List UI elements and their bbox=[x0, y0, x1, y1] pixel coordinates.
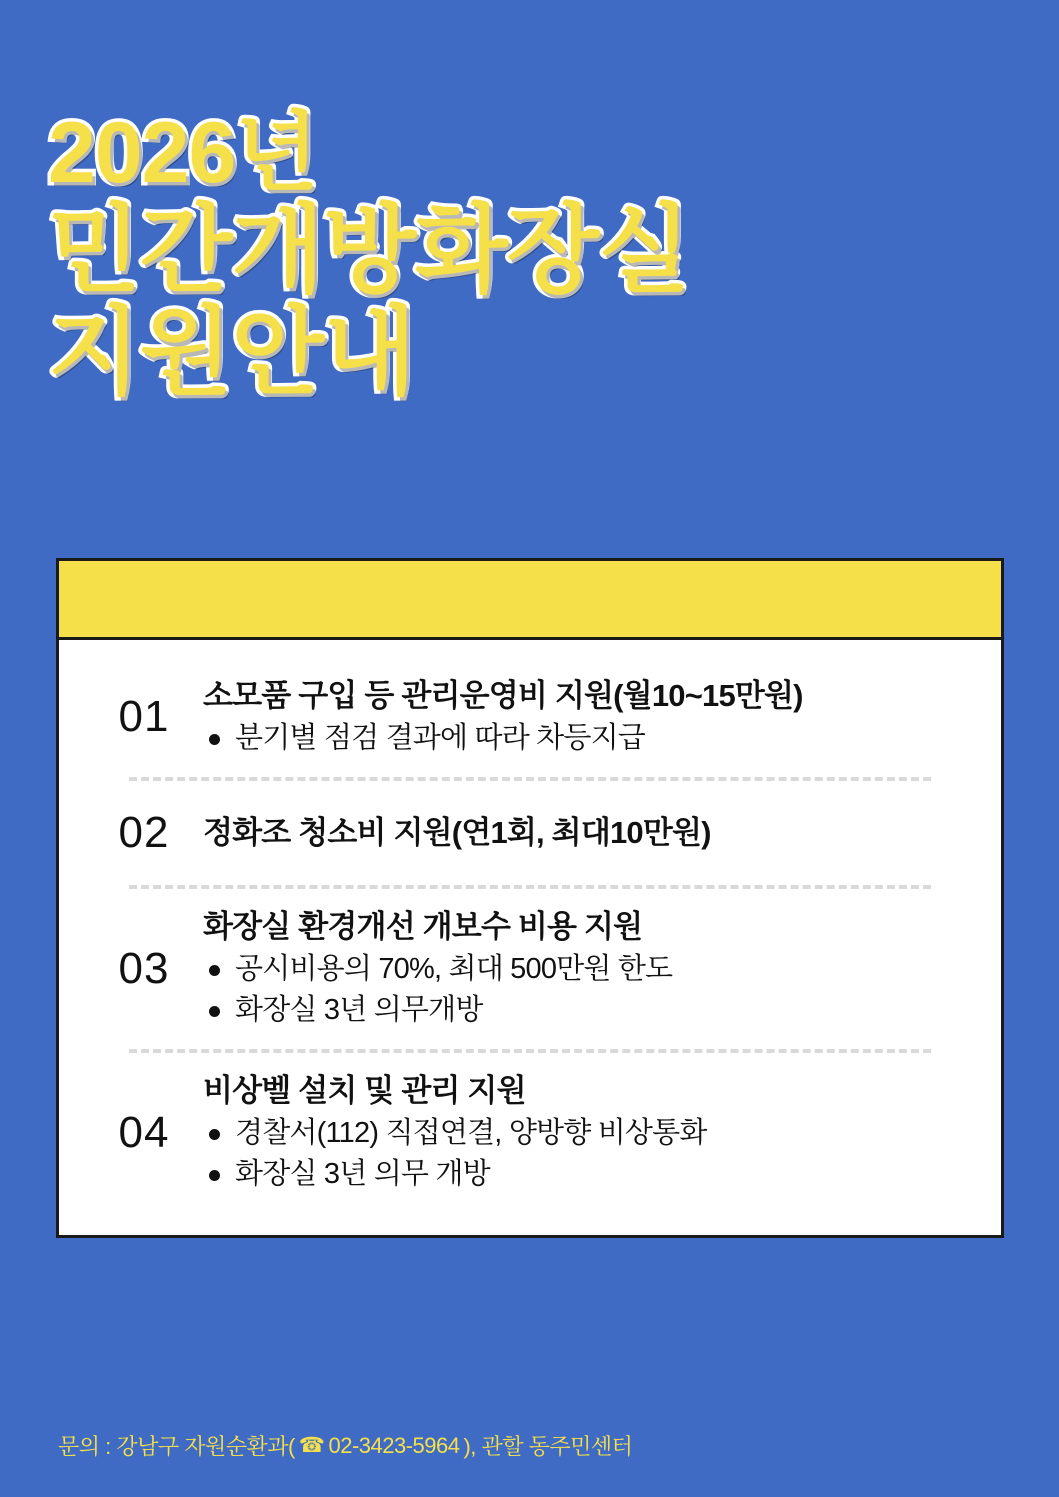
item-content bbox=[203, 813, 971, 853]
item-content bbox=[203, 676, 971, 759]
card-body bbox=[59, 640, 1001, 1235]
footer-suffix: ), 관할 동주민센터 bbox=[463, 1434, 633, 1459]
item-bullets bbox=[203, 1113, 971, 1195]
item-title: 비상벨 설치 및 관리 지원 bbox=[203, 1072, 526, 1108]
item-title: 정화조 청소비 지원(연1회, 최대10만원) bbox=[203, 815, 711, 850]
list-item bbox=[59, 785, 1001, 881]
item-content bbox=[203, 1071, 971, 1195]
poster-title bbox=[48, 105, 1008, 406]
bullet-item: 분기별 점검 결과에 따라 차등지급 bbox=[203, 718, 971, 759]
bullet-item: 화장실 3년 의무 개방 bbox=[203, 1154, 971, 1195]
item-title: 화장실 환경개선 개보수 비용 지원 bbox=[203, 908, 643, 944]
item-bullets bbox=[203, 718, 971, 759]
item-number: 01 bbox=[118, 692, 170, 742]
bullet-item: 경찰서(112) 직접연결, 양방향 비상통화 bbox=[203, 1113, 971, 1154]
item-title: 소모품 구입 등 관리운영비 지원(월10~15만원) bbox=[203, 678, 803, 713]
divider bbox=[129, 885, 931, 889]
divider bbox=[129, 777, 931, 781]
list-item bbox=[59, 1057, 1001, 1209]
title-line-2: 민간개방화장실 bbox=[48, 196, 691, 304]
bullet-item: 공시비용의 70%, 최대 500만원 한도 bbox=[203, 949, 971, 990]
list-item bbox=[59, 893, 1001, 1045]
title-line-3: 지원안내 bbox=[48, 298, 415, 406]
item-number: 04 bbox=[118, 1107, 170, 1157]
list-item bbox=[59, 662, 1001, 773]
item-content bbox=[203, 907, 971, 1031]
footer-prefix: 문의 : 강남구 자원순환과( bbox=[58, 1434, 295, 1459]
bullet-item: 화장실 3년 의무개방 bbox=[203, 990, 971, 1031]
card-header-banner bbox=[59, 561, 1001, 640]
item-number: 03 bbox=[118, 943, 170, 993]
divider bbox=[129, 1049, 931, 1053]
footer-phone-number: 02-3423-5964 bbox=[328, 1432, 460, 1458]
item-number: 02 bbox=[118, 807, 170, 857]
item-bullets bbox=[203, 949, 971, 1031]
phone-icon: ☎ bbox=[298, 1434, 325, 1457]
title-line-1: 2026년 bbox=[48, 105, 318, 201]
contact-footer bbox=[58, 1430, 632, 1461]
support-list-card bbox=[56, 558, 1004, 1238]
